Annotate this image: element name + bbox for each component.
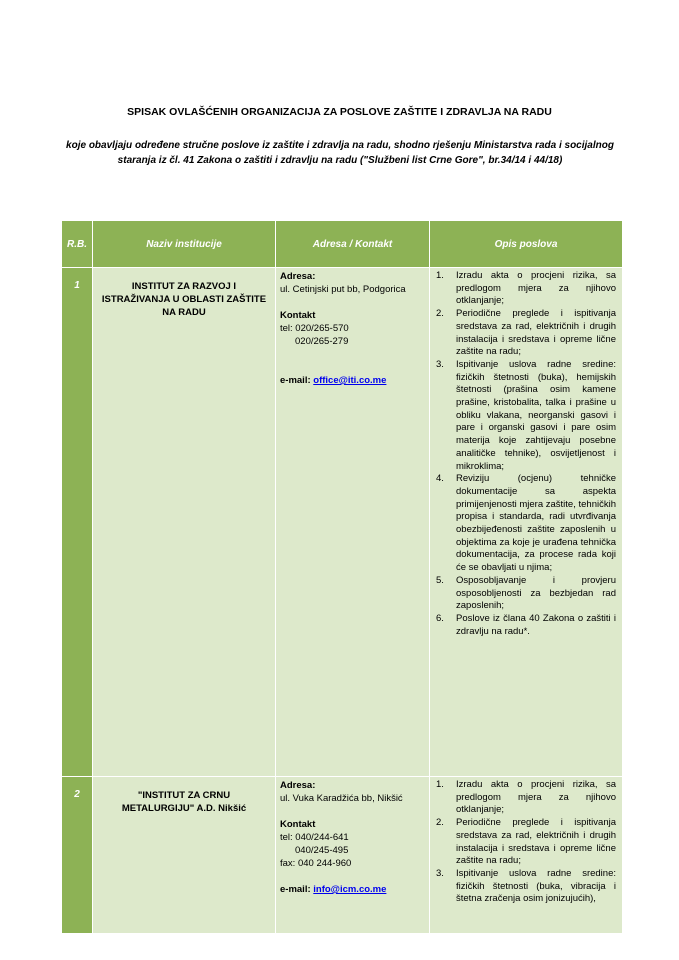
list-item: 1. Izradu akta o procjeni rizika, sa predlogom mjera za njihovo otklanjanje; [436, 270, 616, 307]
column-header-description: Opis poslova [430, 221, 623, 268]
list-item: 2. Periodične preglede i ispitivanja sredstava za rad, električnih i drugih instalacija i sredstava i opreme lične zaštite na radu; [436, 308, 616, 358]
row-number: 2 [62, 777, 93, 934]
phone-1: tel: 040/244-641 [280, 832, 349, 843]
phone-2: 020/265-279 [295, 336, 349, 347]
contact-label: Kontakt [280, 310, 316, 321]
contact-label: Kontakt [280, 819, 316, 830]
table-header-row [62, 221, 623, 268]
email-row [280, 883, 425, 896]
list-item: 3. Ispitivanje uslova radne sredine: fizičkih štetnosti (buka), hemijskih štetnosti (prašina osim kamene prašine, kristobalita, talka i prašine u obliku vlakana, neorganski gasovi i pare i organski gasovi i pare osim materija koje zahtijevaju posebne analitičke tehnike), osvijetljenost i mikroklima; [436, 358, 616, 472]
duties-cell [430, 777, 623, 934]
duties-cell [430, 268, 623, 777]
address-contact-cell [276, 777, 430, 934]
document-subtitle: koje obavljaju određene stručne poslove iz zaštite i zdravlja na radu, shodno rješenju Ministarstva rada i socijalnog staranja iz čl. 41 Zakona o zaštiti i zdravlju na radu ("Službeni list Crne Gore", br.34/14 i 44/18) [66, 140, 614, 166]
fax: fax: 040 244-960 [280, 858, 352, 869]
list-item: 1. Izradu akta o procjeni rizika, sa predlogom mjera za njihovo otklanjanje; [436, 779, 616, 816]
row-number: 1 [62, 268, 93, 777]
address-label: Adresa: [280, 780, 316, 791]
email-label: e-mail: [280, 375, 311, 386]
organizations-table [61, 220, 623, 934]
table-row [62, 268, 623, 777]
email-row [280, 374, 425, 387]
list-item: 5. Osposobljavanje i provjeru osposobljenosti za bezbjedan rad zaposlenih; [436, 574, 616, 612]
table-row [62, 777, 623, 934]
duties-list [434, 270, 616, 638]
address-contact-cell [276, 268, 430, 777]
address-text: ul. Cetinjski put bb, Podgorica [280, 284, 406, 295]
list-item: 3. Ispitivanje uslova radne sredine: fizičkih štetnosti (buka, vibracija i štetna zračenja osim jonizujućih), [436, 867, 616, 905]
column-header-rb: R.B. [62, 221, 93, 268]
address-label: Adresa: [280, 271, 316, 282]
list-item: 2. Periodične preglede i ispitivanja sredstava za rad, električnih i drugih instalacija i sredstava i opreme lične zaštite na radu; [436, 817, 616, 867]
column-header-address: Adresa / Kontakt [276, 221, 430, 268]
institution-name: INSTITUT ZA RAZVOJ I ISTRAŽIVANJA U OBLASTI ZAŠTITE NA RADU [93, 268, 276, 777]
institution-name: "INSTITUT ZA CRNU METALURGIJU" A.D. Nikšić [93, 777, 276, 934]
document-title: SPISAK OVLAŠĆENIH ORGANIZACIJA ZA POSLOVE ZAŠTITE I ZDRAVLJA NA RADU [127, 106, 552, 118]
list-item: 4. Reviziju (ocjenu) tehničke dokumentacije sa aspekta primijenjenosti mjera zaštite, tehničkih propisa i standarda, radi utvrđivanja obezbijeđenosti zaštite zaposlenih u objektima za koje je urađena tehnička dokumentacija, za procese rada koji će se obavljati u njima; [436, 473, 616, 574]
email-label: e-mail: [280, 884, 311, 895]
address-text: ul. Vuka Karadžića bb, Nikšić [280, 793, 403, 804]
email-link[interactable]: info@icm.co.me [313, 884, 387, 895]
duties-list [434, 779, 616, 906]
list-item: 6. Poslove iz člana 40 Zakona o zaštiti i zdravlju na radu*. [436, 612, 616, 637]
column-header-name: Naziv institucije [93, 221, 276, 268]
email-link[interactable]: office@iti.co.me [313, 375, 387, 386]
phone-1: tel: 020/265-570 [280, 323, 349, 334]
phone-2: 040/245-495 [295, 845, 349, 856]
